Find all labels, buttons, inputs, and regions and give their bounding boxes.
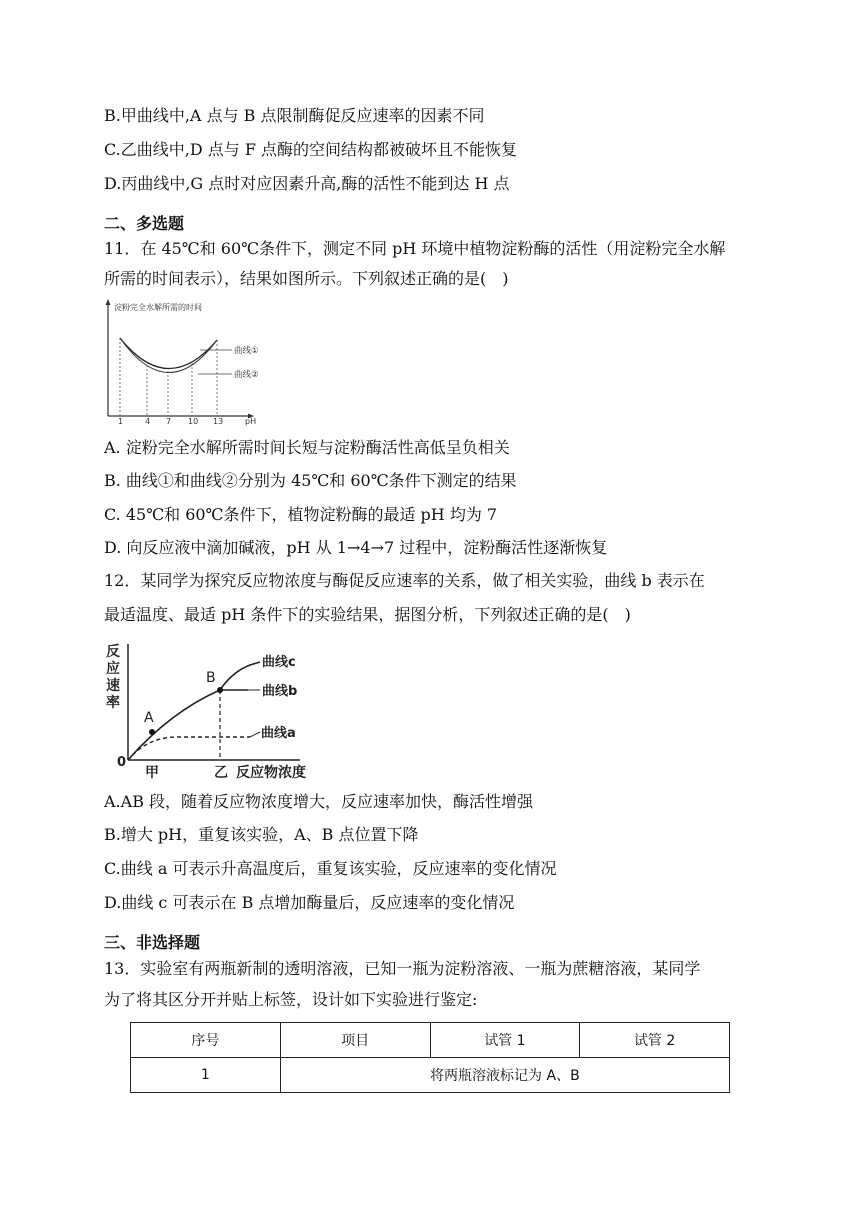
section-heading-non-choice: 三、非选择题 <box>104 933 201 952</box>
q11-stem-line2: 所需的时间表示），结果如图所示。下列叙述正确的是( ) <box>104 269 509 288</box>
q10-option-c: C.乙曲线中,D 点与 F 点酶的空间结构都被破坏且不能恢复 <box>104 140 518 159</box>
section-heading-multiple-choice: 二、多选题 <box>104 214 185 233</box>
q12-ylabel-3: 速 <box>106 678 120 694</box>
q11-stem-line1: 11．在 45℃和 60℃条件下，测定不同 pH 环境中植物淀粉酶的活性（用淀粉完全水解 <box>104 239 726 258</box>
q12-chart <box>100 640 340 785</box>
q13-table <box>130 1022 730 1093</box>
q12-xlabel: 反应物浓度 <box>236 765 306 781</box>
q12-point-a <box>149 729 155 735</box>
q11-curve-2-label: 曲线② <box>234 370 259 380</box>
table-header-cell: 试管 1 <box>430 1023 580 1058</box>
q11-xlabel: pH <box>245 417 257 426</box>
q13-stem-line2: 为了将其区分开并贴上标签，设计如下实验进行鉴定: <box>104 990 478 1009</box>
q12-point-b <box>217 687 223 693</box>
table-row <box>131 1058 730 1093</box>
q11-curve-1 <box>120 338 217 369</box>
q10-option-d: D.丙曲线中,G 点时对应因素升高,酶的活性不能到达 H 点 <box>104 174 510 193</box>
q11-tick-10: 10 <box>188 417 199 426</box>
q12-ylabel-4: 率 <box>106 695 120 711</box>
q12-curve-a-leader <box>250 732 260 737</box>
q11-y-arrow <box>106 299 111 305</box>
q11-chart <box>100 298 270 426</box>
q12-tick-yi: 乙 <box>214 765 228 781</box>
q11-option-b: B. 曲线①和曲线②分别为 45℃和 60℃条件下测定的结果 <box>104 471 517 490</box>
q12-ylabel-1: 反 <box>106 644 120 660</box>
table-header-cell: 序号 <box>131 1023 281 1058</box>
q12-option-c: C.曲线 a 可表示升高温度后，重复该实验，反应速率的变化情况 <box>104 859 557 878</box>
q12-tick-jia: 甲 <box>145 765 159 781</box>
q11-curve-1-label: 曲线① <box>234 346 259 356</box>
q12-point-b-label: B <box>206 670 216 686</box>
q11-option-a: A. 淀粉完全水解所需时间长短与淀粉酶活性高低呈负相关 <box>104 438 510 457</box>
table-header-cell: 项目 <box>280 1023 430 1058</box>
q11-tick-7: 7 <box>166 417 172 426</box>
q12-origin: 0 <box>117 755 127 770</box>
q12-curve-c-label: 曲线c <box>262 655 296 670</box>
q12-curve-b-label: 曲线b <box>262 684 298 699</box>
q12-stem-line2: 最适温度、最适 pH 条件下的实验结果，据图分析，下列叙述正确的是( ) <box>104 605 631 624</box>
q12-point-a-label: A <box>144 710 154 726</box>
q12-curve-c <box>220 662 260 690</box>
q11-tick-1: 1 <box>118 417 124 426</box>
table-cell-text: 将两瓶溶液标记为 A、B <box>280 1058 729 1093</box>
q10-option-b: B.甲曲线中,A 点与 B 点限制酶促反应速率的因素不同 <box>104 106 485 125</box>
q12-curve-a-label: 曲线a <box>261 726 296 741</box>
q12-option-d: D.曲线 c 可表示在 B 点增加酶量后，反应速率的变化情况 <box>104 893 515 912</box>
q11-option-d: D. 向反应液中滴加碱液，pH 从 1→4→7 过程中，淀粉酶活性逐渐恢复 <box>104 538 608 557</box>
q11-ylabel: 淀粉完全水解所需的时间 <box>114 303 202 312</box>
table-header-row <box>131 1023 730 1058</box>
q13-stem-line1: 13．实验室有两瓶新制的透明溶液，已知一瓶为淀粉溶液、一瓶为蔗糖溶液，某同学 <box>104 959 701 978</box>
q12-option-b: B.增大 pH，重复该实验，A、B 点位置下降 <box>104 825 419 844</box>
q12-stem-line1: 12．某同学为探究反应物浓度与酶促反应速率的关系，做了相关实验，曲线 b 表示在 <box>104 571 705 590</box>
q12-ylabel-2: 应 <box>106 661 120 677</box>
q11-option-c: C. 45℃和 60℃条件下，植物淀粉酶的最适 pH 均为 7 <box>104 505 498 524</box>
table-cell-no: 1 <box>131 1058 281 1093</box>
q12-option-a: A.AB 段，随着反应物浓度增大，反应速率加快，酶活性增强 <box>104 792 534 811</box>
table-header-cell: 试管 2 <box>580 1023 730 1058</box>
q11-tick-13: 13 <box>213 417 224 426</box>
q11-tick-4: 4 <box>145 417 151 426</box>
